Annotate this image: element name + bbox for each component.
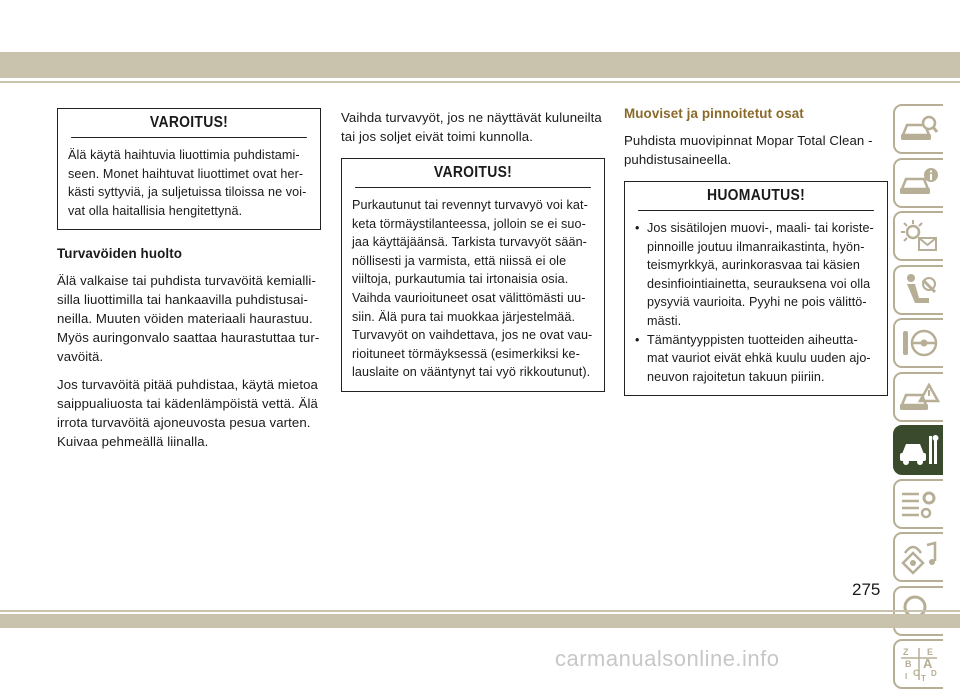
page-number: 275	[852, 580, 881, 599]
header-band	[0, 52, 960, 78]
chapter-tabs	[893, 104, 943, 693]
notice-title: HUOMAUTUS!	[638, 182, 874, 211]
car-tools-icon	[899, 432, 939, 468]
footer-band	[0, 614, 960, 628]
index-letter: C	[913, 668, 920, 678]
index-letter: Z	[903, 647, 909, 657]
car-search-icon	[899, 111, 939, 147]
warning-box	[341, 158, 605, 392]
car-info-icon	[899, 165, 939, 201]
tab-car-info[interactable]	[893, 158, 943, 208]
tab-warning-lights[interactable]	[893, 211, 943, 261]
tab-safety[interactable]	[893, 265, 943, 315]
tab-specifications[interactable]	[893, 479, 943, 529]
index-letter: A	[923, 656, 933, 671]
section-heading: Muoviset ja pinnoitetut osat	[624, 106, 804, 121]
alphabet-index-icon	[899, 646, 939, 682]
paragraph: Älä valkaise tai puhdista turvavöitä kemialli-silla liuottimilla tai hankaavilla puhdistusai-neilla. Muuten vöiden materiaali haurastuu. Myös auringonvalo saattaa haurastuttaa tur-vavöitä.	[57, 273, 320, 365]
warning-text: Purkautunut tai revennyt turvavyö voi kat-keta törmäystilanteessa, jolloin se ei suo-jaa käyttäjäänsä. Tarkista turvavyöt sään-nöllisesti ja varmista, että niissä ei ole viiltoja, purkautumia tai irtonaisia osia. Vaihda vaurioituneet osat välittömästi uu-siin. Älä pura tai muokkaa järjestelmää. Turvavyöt on vaihdettava, jos ne ovat vau-rioituneet törmäyksessä (esimerkiksi ke-lauslaite on vääntynyt tai vyö rikkoutunut).	[352, 198, 593, 380]
footer-rule	[0, 610, 960, 612]
tab-servicing-maintenance[interactable]	[893, 425, 943, 475]
column-left	[57, 108, 321, 460]
seat-airbag-icon	[899, 272, 939, 308]
tab-emergency[interactable]	[893, 372, 943, 422]
watermark: carmanualsonline.info	[555, 646, 780, 671]
tab-alphabetical-index[interactable]	[893, 639, 943, 689]
index-letter: D	[931, 669, 937, 678]
column-middle	[341, 108, 605, 406]
index-letter: B	[905, 659, 912, 669]
notice-box	[624, 181, 888, 396]
tab-starting-operating[interactable]	[893, 318, 943, 368]
header-rule	[0, 81, 960, 83]
section-heading: Turvavöiden huolto	[57, 246, 183, 262]
paragraph: Vaihda turvavyöt, jos ne näyttävät kuluneilta tai jos soljet eivät toimi kunnolla.	[341, 110, 602, 144]
spec-list-gear-icon	[899, 486, 939, 522]
car-warning-triangle-icon	[899, 379, 939, 415]
multimedia-icon	[899, 539, 939, 575]
paragraph: Puhdista muovipinnat Mopar Total Clean -puhdistusaineella.	[624, 133, 873, 167]
paragraph: Jos turvavöitä pitää puhdistaa, käytä mietoa saippualiuosta tai kädenlämpöistä vettä. Älä irrota turvavöitä ajoneuvosta pesua varten. Kuivaa pehmeällä liinalla.	[57, 377, 318, 450]
index-letter: T	[921, 674, 926, 683]
tab-car-search[interactable]	[893, 104, 943, 154]
warning-title: VAROITUS!	[355, 159, 591, 188]
notice-list	[635, 219, 877, 386]
list-item: • Tämäntyyppisten tuotteiden aiheutta-mat vauriot eivät ehkä kuulu uuden ajo-neuvon rajoitetun takuun piiriin.	[635, 331, 877, 387]
key-steering-wheel-icon	[899, 325, 939, 361]
warning-light-message-icon	[899, 218, 939, 254]
column-right	[624, 104, 888, 410]
list-item: • Jos sisätilojen muovi-, maali- tai koriste-pinnoille joutuu ilmanraikastinta, hyön-teismyrkkyä, aurinkorasvaa tai käsien desinfiointiainetta, seurauksena voi olla pysyviä vaurioita. Pyyhi ne pois välittö-mästi.	[635, 219, 877, 331]
tab-multimedia[interactable]	[893, 532, 943, 582]
index-letter: E	[927, 647, 934, 657]
warning-box	[57, 108, 321, 230]
warning-title: VAROITUS!	[71, 109, 307, 138]
index-letter: I	[905, 672, 908, 681]
warning-text: Älä käytä haihtuvia liuottimia puhdistami-seen. Monet haihtuvat liuottimet ovat her-kästi syttyviä, ja suljetuissa tiloissa ne voi-vat olla haitallisia hengitettynä.	[68, 148, 307, 218]
